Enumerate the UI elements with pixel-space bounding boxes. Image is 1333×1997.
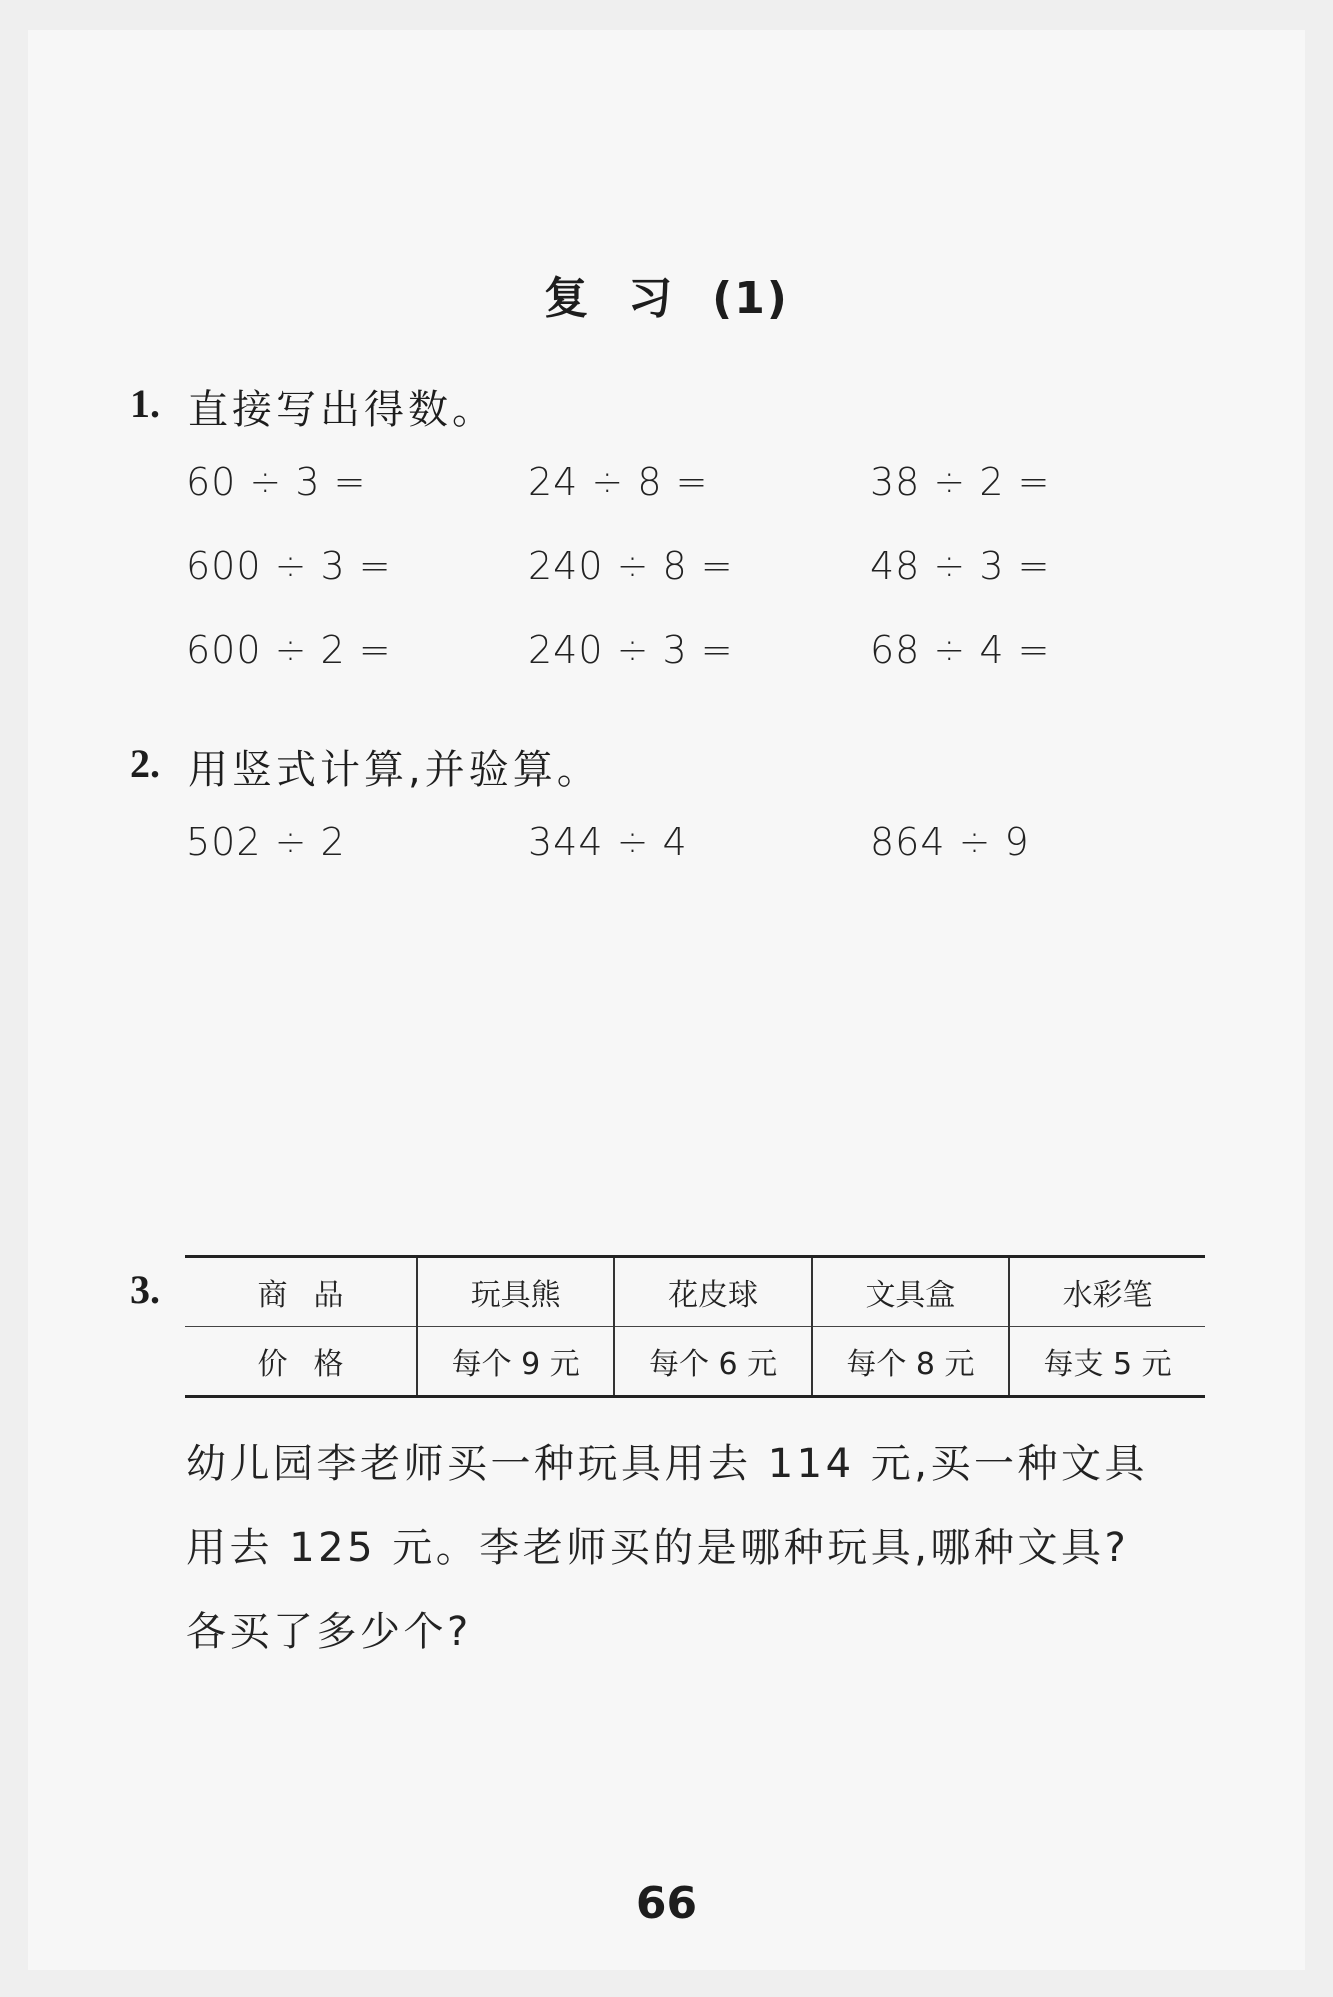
q2-expression: 344 ÷ 4 xyxy=(528,820,688,864)
table-cell: 每个 9 元 xyxy=(417,1327,614,1397)
q1-expression: 68 ÷ 4 = xyxy=(870,628,1051,672)
table-row xyxy=(185,1327,1205,1397)
q1-expression: 24 ÷ 8 = xyxy=(528,460,709,504)
table-cell: 文具盒 xyxy=(812,1257,1009,1327)
q3-number: 3. xyxy=(130,1267,160,1312)
q3-text-line: 用去 125 元。李老师买的是哪种玩具,哪种文具? xyxy=(186,1525,1130,1571)
page-title: 复 习 (1) xyxy=(544,273,789,324)
q1-expression: 48 ÷ 3 = xyxy=(870,544,1051,588)
q3-text-line: 幼儿园李老师买一种玩具用去 114 元,买一种文具 xyxy=(186,1441,1148,1487)
table-row xyxy=(185,1257,1205,1327)
table-cell: 玩具熊 xyxy=(417,1257,614,1327)
q1-instruction: 直接写出得数。 xyxy=(188,387,496,433)
table-cell: 水彩笔 xyxy=(1009,1257,1205,1327)
table-cell: 花皮球 xyxy=(614,1257,811,1327)
q1-expression: 60 ÷ 3 = xyxy=(186,460,367,504)
table-cell: 每支 5 元 xyxy=(1009,1327,1205,1397)
q1-expression: 240 ÷ 8 = xyxy=(528,544,734,588)
q2-number: 2. xyxy=(130,741,160,786)
q1-expression: 240 ÷ 3 = xyxy=(528,628,734,672)
q1-expression: 38 ÷ 2 = xyxy=(870,460,1051,504)
q1-number: 1. xyxy=(130,381,160,426)
table-cell: 商品 xyxy=(185,1257,417,1327)
q3-text-line: 各买了多少个? xyxy=(186,1609,472,1655)
q2-expression: 864 ÷ 9 xyxy=(870,820,1030,864)
price-table xyxy=(185,1255,1205,1398)
q1-expression: 600 ÷ 3 = xyxy=(186,544,392,588)
page-number: 66 xyxy=(635,1878,698,1929)
q1-expression: 600 ÷ 2 = xyxy=(186,628,392,672)
table-cell: 每个 6 元 xyxy=(614,1327,811,1397)
q2-instruction: 用竖式计算,并验算。 xyxy=(188,747,601,793)
table-cell: 价格 xyxy=(185,1327,417,1397)
table-cell: 每个 8 元 xyxy=(812,1327,1009,1397)
q2-expression: 502 ÷ 2 xyxy=(186,820,346,864)
